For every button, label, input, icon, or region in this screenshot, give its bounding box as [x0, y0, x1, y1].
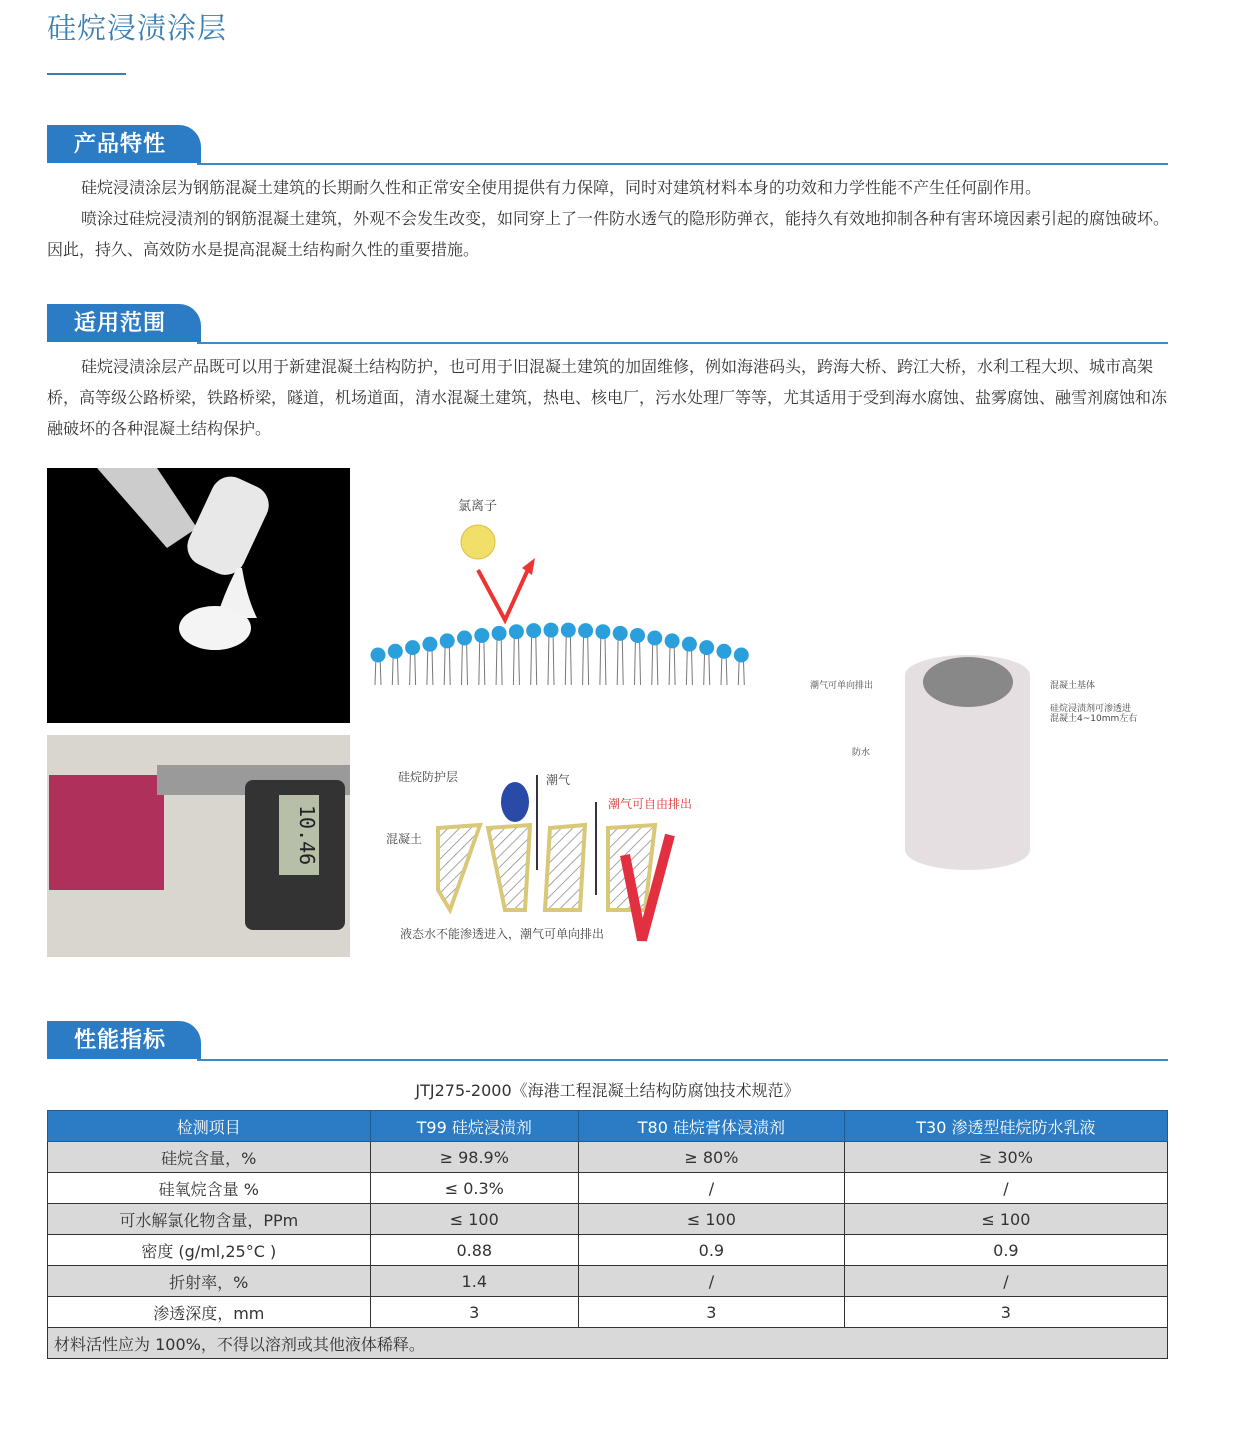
lipid-head [734, 648, 749, 663]
table-cell: 3 [844, 1297, 1167, 1328]
section-rule [197, 342, 1168, 344]
lipid-head [717, 644, 732, 659]
chloride-membrane-diagram [370, 480, 750, 690]
table-cell: ≤ 100 [578, 1204, 844, 1235]
header-cell: T99 硅烷浸渍剂 [370, 1111, 578, 1142]
table-row [48, 1142, 1168, 1173]
section-rule [197, 163, 1168, 165]
silane-pore-diagram [380, 760, 720, 950]
table-row [48, 1204, 1168, 1235]
table-row [48, 1266, 1168, 1297]
table-cell: ≥ 98.9% [370, 1142, 578, 1173]
base-label: 混凝土基体 [1050, 681, 1096, 691]
table-cell: 折射率，% [48, 1266, 371, 1297]
penetrate-label-1: 硅烷浸渍剂可渗透进 [1050, 704, 1132, 714]
lipid-head [561, 623, 576, 638]
chloride-label: 氯离子 [458, 499, 498, 514]
header-cell: T30 渗透型硅烷防水乳液 [844, 1111, 1167, 1142]
table-cell: / [578, 1266, 844, 1297]
lipid-head [647, 630, 662, 645]
table-row [48, 1235, 1168, 1266]
protect-layer-label: 硅烷防护层 [398, 770, 459, 784]
features-paragraph-2: 喷涂过硅烷浸渍剂的钢筋混凝土建筑，外观不会发生改变，如同穿上了一件防水透气的隐形防弹衣，能持久有效地抑制各种有害环境因素引起的腐蚀破坏。因此，持久、高效防水是提高混凝土结构耐久性的重要措施。 [47, 209, 1170, 259]
page-title: 硅烷浸渍涂层 [47, 11, 228, 45]
section-header-performance [47, 1021, 1168, 1061]
table-cell: 密度 (g/ml,25°C ) [48, 1235, 371, 1266]
lipid-head [630, 628, 645, 643]
table-cell: 硅烷含量，% [48, 1142, 371, 1173]
table-row [48, 1297, 1168, 1328]
table-cell: ≤ 100 [370, 1204, 578, 1235]
pores-caption: 液态水不能渗透进入，潮气可单向排出 [400, 927, 605, 941]
lipid-head [682, 637, 697, 652]
lipid-head [371, 648, 386, 663]
table-cell: 3 [370, 1297, 578, 1328]
performance-table [47, 1110, 1168, 1359]
caliper-measurement-photo [47, 735, 350, 957]
caliper-reading: 10.46 [279, 795, 319, 875]
table-cell: 渗透深度，mm [48, 1297, 371, 1328]
section-header-scope [47, 304, 1168, 344]
lipid-head [388, 644, 403, 659]
table-cell: 可水解氯化物含量，PPm [48, 1204, 371, 1235]
scope-paragraph: 硅烷浸渍涂层产品既可以用于新建混凝土结构防护，也可用于旧混凝土建筑的加固维修，例如海港码头，跨海大桥、跨江大桥，水利工程大坝、城市高架桥，高等级公路桥梁，铁路桥梁，隧道，机场道面，清水混凝土建筑，热电、核电厂，污水处理厂等等，尤其适用于受到海水腐蚀、盐雾腐蚀、融雪剂腐蚀和冻融破坏的各种混凝土结构保护。 [47, 357, 1168, 438]
free-exit-label: 潮气可自由排出 [608, 797, 693, 811]
lipid-head [492, 626, 507, 641]
lipid-head [578, 623, 593, 638]
table-cell: ≥ 80% [578, 1142, 844, 1173]
table-cell: 3 [578, 1297, 844, 1328]
table-cell: 0.9 [844, 1235, 1167, 1266]
title-underline [47, 73, 126, 75]
table-cell: 0.88 [370, 1235, 578, 1266]
table-cell: / [578, 1173, 844, 1204]
lipid-head [422, 637, 437, 652]
table-cell: ≤ 100 [844, 1204, 1167, 1235]
table-note: 材料活性应为 100%，不得以溶剂或其他液体稀释。 [48, 1328, 1168, 1359]
lipid-head [595, 624, 610, 639]
section-rule [197, 1059, 1168, 1061]
standard-caption: JTJ275-2000《海港工程混凝土结构防腐蚀技术规范》 [415, 1081, 800, 1100]
section-tab: 适用范围 [47, 304, 201, 342]
table-header-row [48, 1111, 1168, 1142]
header-cell: 检测项目 [48, 1111, 371, 1142]
lipid-head [440, 633, 455, 648]
features-paragraph-1: 硅烷浸渍涂层为钢筋混凝土建筑的长期耐久性和正常安全使用提供有力保障，同时对建筑材料本身的功效和力学性能不产生任何副作用。 [81, 178, 1042, 197]
table-cell: / [844, 1266, 1167, 1297]
waterproof-label: 防水 [852, 748, 871, 758]
concrete-cylinder-diagram [800, 645, 1145, 870]
table-cell: ≥ 30% [844, 1142, 1167, 1173]
table-cell: / [844, 1173, 1167, 1204]
lipid-head [699, 640, 714, 655]
table-cell: ≤ 0.3% [370, 1173, 578, 1204]
lipid-head [457, 630, 472, 645]
table-cell: 0.9 [578, 1235, 844, 1266]
lipid-head [509, 624, 524, 639]
section-tab: 产品特性 [47, 125, 201, 163]
lipid-head [613, 626, 628, 641]
lipid-head [544, 623, 559, 638]
penetrate-label-2: 混凝土4~10mm左右 [1050, 714, 1138, 724]
section-tab: 性能指标 [47, 1021, 201, 1059]
concrete-label: 混凝土 [386, 832, 423, 846]
table-cell: 1.4 [370, 1266, 578, 1297]
section-header-features [47, 125, 1168, 165]
lipid-head [405, 640, 420, 655]
product-bottle-photo [47, 468, 350, 723]
lipid-head [526, 623, 541, 638]
header-cell: T80 硅烷膏体浸渍剂 [578, 1111, 844, 1142]
table-row [48, 1173, 1168, 1204]
table-cell: 硅氧烷含量 % [48, 1173, 371, 1204]
moisture-label: 潮气 [546, 773, 571, 787]
lipid-head [474, 628, 489, 643]
moisture-out-label: 潮气可单向排出 [810, 681, 874, 691]
lipid-head [665, 633, 680, 648]
